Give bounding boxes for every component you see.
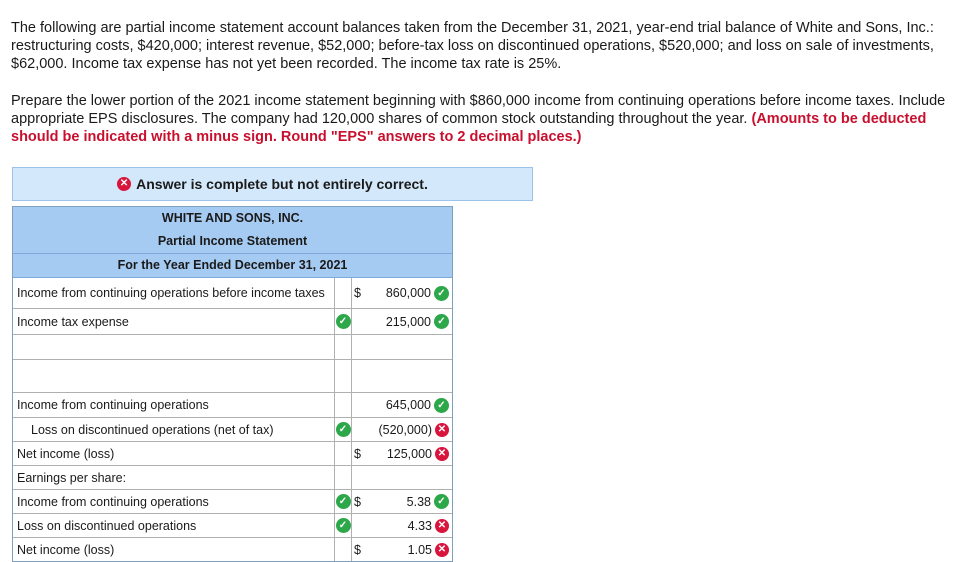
row-value: 645,000 — [385, 398, 431, 412]
statement-row — [13, 466, 452, 490]
problem-paragraph-1: The following are partial income statement account balances taken from the December 31, 2021, year-end trial balance of White and Sons, Inc.: restructuring costs, $420,000; interest revenue, $52,000; before-tax loss on discontinued operations, $520,000; and loss on sale of investments, $62,000. Income tax expense has not yet been recorded. The income tax rate is 25%. — [11, 20, 934, 72]
statement-row — [13, 418, 452, 442]
row-label-cell[interactable] — [13, 393, 335, 417]
row-value-cell[interactable] — [369, 538, 452, 561]
label-mark-cell — [335, 466, 351, 489]
statement-row — [13, 393, 452, 418]
label-mark-cell — [335, 514, 351, 537]
dollar-sign: $ — [354, 286, 361, 300]
row-value: 860,000 — [385, 286, 431, 300]
dollar-sign-cell — [351, 335, 369, 359]
row-value-cell[interactable] — [369, 393, 452, 417]
row-label: Income tax expense — [17, 314, 129, 329]
row-label: Loss on discontinued operations — [17, 518, 197, 533]
dollar-sign-cell — [351, 418, 369, 441]
row-label: Loss on discontinued operations (net of tax) — [31, 422, 274, 437]
statement-row — [13, 490, 452, 514]
statement-row — [13, 360, 452, 393]
row-label-cell[interactable] — [13, 466, 335, 489]
check-circle-icon: ✓ — [434, 494, 449, 509]
row-label-cell[interactable] — [13, 278, 335, 308]
dollar-sign-cell — [351, 514, 369, 537]
row-label-cell[interactable] — [13, 538, 335, 561]
row-value-cell[interactable] — [369, 309, 452, 334]
income-statement-table — [12, 206, 453, 562]
dollar-sign-cell — [351, 538, 369, 561]
label-mark-cell — [335, 442, 351, 465]
statement-row — [13, 538, 452, 561]
dollar-sign: $ — [354, 446, 361, 461]
statement-row — [13, 514, 452, 538]
answer-status-text: Answer is complete but not entirely correct. — [136, 176, 428, 192]
statement-row — [13, 309, 452, 335]
label-mark-cell — [335, 490, 351, 513]
dollar-sign-cell — [351, 309, 369, 334]
row-label: Income from continuing operations before income taxes — [17, 286, 325, 300]
answer-status-banner — [12, 167, 533, 201]
dollar-sign-cell — [351, 442, 369, 465]
row-label: Income from continuing operations — [17, 398, 209, 412]
label-mark-cell — [335, 360, 351, 392]
row-value-cell[interactable] — [369, 418, 452, 441]
statement-row — [13, 442, 452, 466]
row-value: 5.38 — [406, 494, 431, 509]
label-mark-cell — [335, 538, 351, 561]
row-label-cell[interactable] — [13, 514, 335, 537]
row-value-cell[interactable] — [369, 490, 452, 513]
dollar-sign-cell — [351, 360, 369, 392]
instruction-text: (Amounts to be deducted should be indicated with a minus sign. Round "EPS" answers to 2 decimal places.) — [11, 111, 927, 145]
x-circle-icon: ✕ — [435, 519, 449, 533]
row-label: Income from continuing operations — [17, 494, 209, 509]
statement-period: For the Year Ended December 31, 2021 — [13, 253, 452, 277]
x-circle-icon: ✕ — [117, 177, 131, 191]
dollar-sign-cell — [351, 466, 369, 489]
x-circle-icon: ✕ — [435, 447, 449, 461]
label-mark-cell — [335, 418, 351, 441]
row-label-cell[interactable] — [13, 309, 335, 334]
statement-header — [13, 207, 452, 278]
row-label-cell[interactable] — [13, 442, 335, 465]
row-value-cell[interactable] — [369, 360, 452, 392]
check-circle-icon: ✓ — [336, 422, 351, 437]
row-value: 215,000 — [385, 314, 431, 329]
row-label: Earnings per share: — [17, 470, 127, 485]
label-mark-cell — [335, 393, 351, 417]
row-label-cell[interactable] — [13, 335, 335, 359]
statement-row — [13, 335, 452, 360]
dollar-sign: $ — [354, 494, 361, 509]
problem-paragraph-2 — [11, 92, 956, 146]
check-circle-icon: ✓ — [434, 314, 449, 329]
label-mark-cell — [335, 309, 351, 334]
dollar-sign: $ — [354, 542, 361, 557]
row-label-cell[interactable] — [13, 418, 335, 441]
row-label-cell[interactable] — [13, 490, 335, 513]
row-value-cell[interactable] — [369, 335, 452, 359]
row-label: Net income (loss) — [17, 446, 115, 461]
row-value-cell[interactable] — [369, 278, 452, 308]
row-value: (520,000) — [378, 422, 432, 437]
row-value: 125,000 — [386, 446, 432, 461]
check-circle-icon: ✓ — [434, 398, 449, 413]
problem-paragraph-2-text: Prepare the lower portion of the 2021 income statement beginning with $860,000 income from continuing operations before income taxes. Include appropriate EPS disclosures. The company had 120,000 shares of common stock outstanding throughout the year. — [11, 93, 946, 127]
label-mark-cell — [335, 278, 351, 308]
row-label: Net income (loss) — [17, 542, 115, 557]
statement-rows — [13, 278, 452, 561]
row-value-cell[interactable] — [369, 514, 452, 537]
row-value: 1.05 — [407, 542, 432, 557]
x-circle-icon: ✕ — [435, 423, 449, 437]
row-value: 4.33 — [407, 518, 432, 533]
label-mark-cell — [335, 335, 351, 359]
dollar-sign-cell — [351, 490, 369, 513]
company-name: WHITE AND SONS, INC. — [161, 211, 304, 225]
dollar-sign-cell — [351, 278, 369, 308]
check-circle-icon: ✓ — [434, 286, 449, 301]
row-value-cell[interactable] — [369, 466, 452, 489]
statement-title: Partial Income Statement — [157, 234, 308, 248]
statement-row — [13, 278, 452, 309]
check-circle-icon: ✓ — [336, 518, 351, 533]
check-circle-icon: ✓ — [336, 314, 351, 329]
check-circle-icon: ✓ — [336, 494, 351, 509]
row-label-cell[interactable] — [13, 360, 335, 392]
row-value-cell[interactable] — [369, 442, 452, 465]
x-circle-icon: ✕ — [435, 543, 449, 557]
dollar-sign-cell — [351, 393, 369, 417]
